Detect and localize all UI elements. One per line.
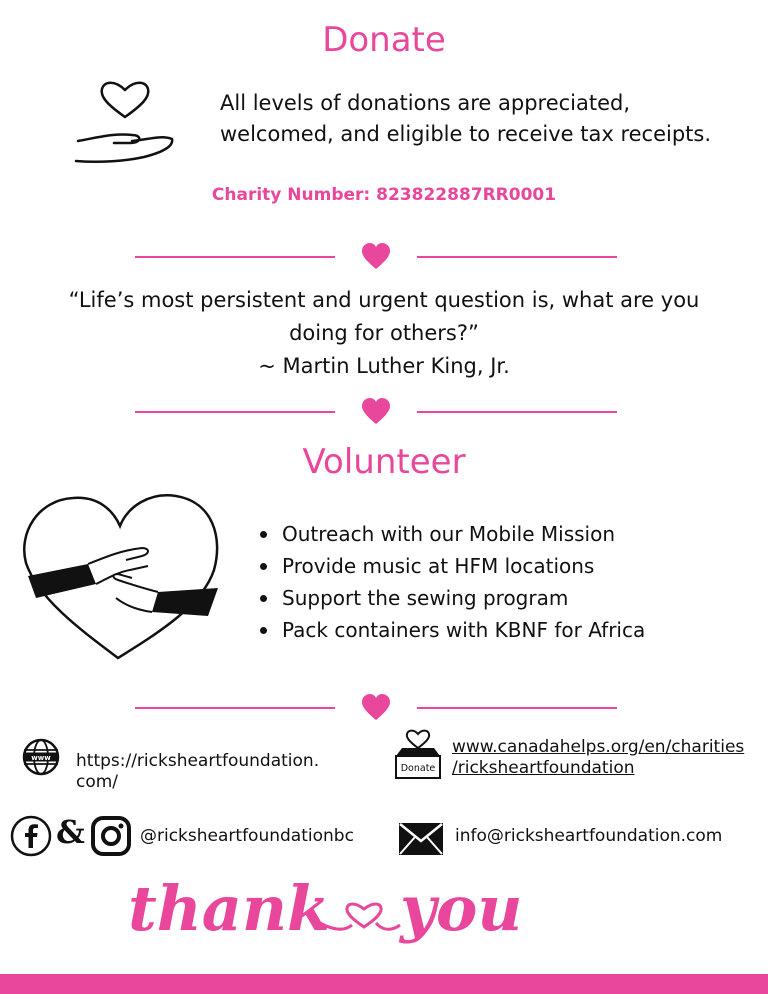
divider-heart <box>135 396 617 426</box>
volunteer-title: Volunteer <box>302 442 466 482</box>
website-line-1: https://ricksheartfoundation. <box>76 751 320 771</box>
list-item: Outreach with our Mobile Mission <box>255 518 645 550</box>
svg-text:www: www <box>31 754 51 762</box>
divider-heart <box>135 241 617 271</box>
bottom-accent-bar <box>0 974 768 994</box>
email-link[interactable]: info@ricksheartfoundation.com <box>455 826 723 846</box>
list-item: Pack containers with KBNF for Africa <box>255 614 645 646</box>
canadahelps-line-2: /ricksheartfoundation <box>452 758 635 778</box>
donate-box-icon <box>392 728 444 780</box>
website-line-2: com/ <box>76 772 119 792</box>
social-handle[interactable]: @ricksheartfoundationbc <box>140 826 354 846</box>
canadahelps-line-1: www.canadahelps.org/en/charities <box>452 737 745 757</box>
instagram-icon[interactable] <box>90 815 132 857</box>
list-item: Provide music at HFM locations <box>255 550 645 582</box>
you-word: you <box>400 872 523 945</box>
heart-icon <box>361 694 391 722</box>
divider-heart <box>135 692 617 722</box>
list-item: Support the sewing program <box>255 582 645 614</box>
heart-icon <box>361 398 391 426</box>
heart-hand-icon <box>70 75 180 170</box>
website-link[interactable] <box>76 751 319 793</box>
quote-author: ~ Martin Luther King, Jr. <box>258 354 510 378</box>
thank-you-script <box>0 865 768 945</box>
envelope-icon <box>398 822 444 856</box>
volunteer-list <box>255 518 645 646</box>
quote-line-1: “Life’s most persistent and urgent question is, what are you <box>68 288 700 312</box>
heart-icon <box>361 243 391 271</box>
quote-line-2: doing for others?” <box>289 321 479 345</box>
globe-icon <box>22 738 60 776</box>
heart-hug-icon <box>18 488 228 663</box>
facebook-icon[interactable] <box>10 815 52 857</box>
social-ampersand: & <box>56 813 85 851</box>
donate-box-label: Donate <box>400 763 436 774</box>
donate-description: All levels of donations are appreciated, welcomed, and eligible to receive tax receipts. <box>220 91 712 146</box>
thank-word: thank <box>128 872 330 945</box>
canadahelps-link[interactable] <box>452 737 744 779</box>
quote-block <box>20 284 748 383</box>
donate-title: Donate <box>322 20 446 60</box>
charity-number: Charity Number: 823822887RR0001 <box>211 185 557 205</box>
